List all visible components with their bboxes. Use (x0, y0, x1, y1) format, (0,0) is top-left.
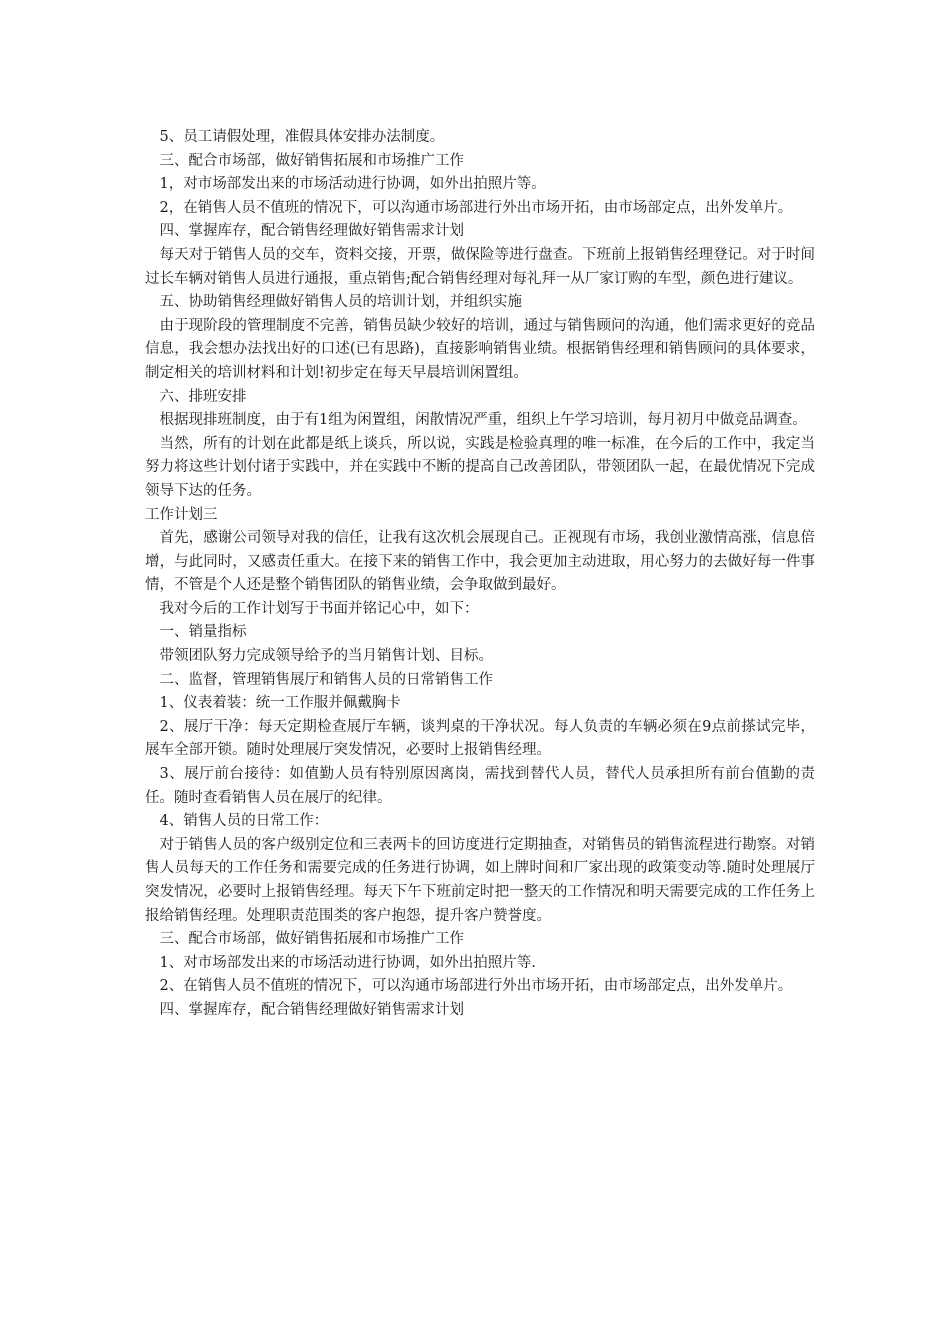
paragraph: 1、仪表着装：统一工作服并佩戴胸卡 (159, 695, 401, 712)
paragraph: 由于现阶段的管理制度不完善，销售员缺少较好的培训，通过与销售顾问的沟通，他们需求更好的竞品信息，我会想办法找出好的口述(已有思路)，直接影响销售业绩。根据销售经理和销售顾问的具体要求，制定相关的培训材料和计划!初步定在每天早晨培训闲置组。 (145, 317, 815, 381)
paragraph: 我对今后的工作计划写于书面并铭记心中，如下： (159, 600, 479, 617)
paragraph: 对于销售人员的客户级别定位和三表两卡的回访度进行定期抽查，对销售员的销售流程进行勘察。对销售人员每天的工作任务和需要完成的任务进行协调，如上牌时间和厂家出现的政策变动等.随时处理展厅突发情况，必要时上报销售经理。每天下午下班前定时把一整天的工作情况和明天需要完成的工作任务上报给销售经理。处理职责范围类的客户抱怨，提升客户赞誉度。 (145, 836, 815, 924)
paragraph: 根据现排班制度，由于有1组为闲置组，闲散情况严重，组织上午学习培训，每月初月中做竞品调查。 (159, 412, 807, 429)
paragraph: 2、展厅干净：每天定期检查展厅车辆，谈判桌的干净状况。每人负责的车辆必须在9点前搽试完毕，展车全部开锁。随时处理展厅突发情况，必要时上报销售经理。 (145, 718, 815, 759)
paragraph: 每天对于销售人员的交车，资料交接，开票，做保险等进行盘查。下班前上报销售经理登记。对于时间过长车辆对销售人员进行通报，重点销售;配合销售经理对每礼拜一从厂家订购的车型，颜色进行建议。 (145, 246, 815, 287)
paragraph: 一、销量指标 (159, 624, 247, 641)
paragraph: 1，对市场部发出来的市场活动进行协调，如外出拍照片等。 (159, 176, 546, 193)
paragraph: 3、展厅前台接待：如值勤人员有特别原因离岗，需找到替代人员，替代人员承担所有前台值勤的责任。随时查看销售人员在展厅的纪律。 (145, 766, 815, 806)
paragraph: 2、在销售人员不值班的情况下，可以沟通市场部进行外出市场开拓，由市场部定点，出外发单片。 (159, 978, 793, 995)
document-page (145, 126, 815, 1023)
paragraph: 1、对市场部发出来的市场活动进行协调，如外出拍照片等. (159, 954, 536, 971)
paragraph: 五、协助销售经理做好销售人员的培训计划，并组织实施 (159, 294, 522, 311)
paragraph: 四、掌握库存，配合销售经理做好销售需求计划 (159, 1001, 464, 1018)
paragraph: 4、销售人员的日常工作： (159, 813, 329, 830)
paragraph: 二、监督，管理销售展厅和销售人员的日常销售工作 (159, 671, 493, 688)
paragraph: 三、配合市场部，做好销售拓展和市场推广工作 (159, 931, 464, 948)
paragraph: 六、排班安排 (159, 388, 247, 405)
paragraph: 当然，所有的计划在此都是纸上谈兵，所以说，实践是检验真理的唯一标准，在今后的工作中，我定当努力将这些计划付诸于实践中，并在实践中不断的提高自己改善团队，带领团队一起，在最优情况下完成领导下达的任务。 (145, 435, 815, 499)
section-heading: 工作计划三 (145, 506, 218, 523)
paragraph: 带领团队努力完成领导给予的当月销售计划、目标。 (159, 648, 493, 665)
paragraph: 首先，感谢公司领导对我的信任，让我有这次机会展现自己。正视现有市场，我创业激情高涨，信息倍增，与此同时，又感责任重大。在接下来的销售工作中，我会更加主动进取，用心努力的去做好每一件事情，不管是个人还是整个销售团队的销售业绩，会争取做到最好。 (145, 530, 815, 594)
paragraph: 5、员工请假处理，准假具体安排办法制度。 (159, 129, 445, 145)
paragraph: 三、配合市场部，做好销售拓展和市场推广工作 (159, 152, 464, 169)
paragraph: 2，在销售人员不值班的情况下，可以沟通市场部进行外出市场开拓，由市场部定点，出外发单片。 (159, 199, 793, 216)
paragraph: 四、掌握库存，配合销售经理做好销售需求计划 (159, 223, 464, 240)
